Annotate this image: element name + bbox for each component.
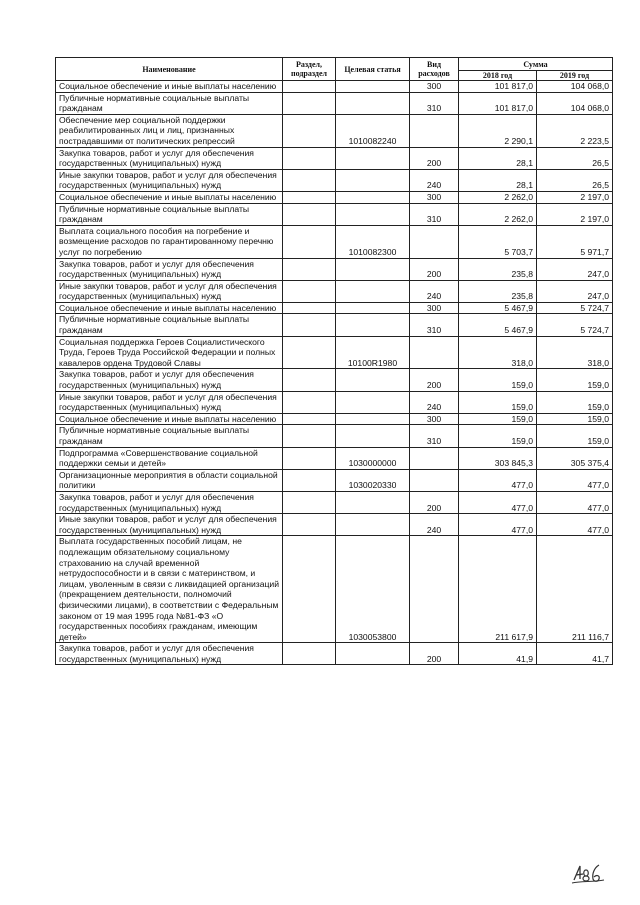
row-target: [336, 514, 410, 536]
row-name: Обеспечение мер социальной поддержки реабилитированных лиц и лиц, признанных пострадавшими от политических репрессий: [56, 114, 283, 147]
row-value-2018: 159,0: [459, 425, 537, 447]
table-row: [56, 314, 613, 336]
header-section: Раздел, подраздел: [283, 58, 336, 81]
row-expense-type: [410, 469, 459, 491]
table-row: [56, 302, 613, 314]
row-section: [283, 469, 336, 491]
table-row: [56, 169, 613, 191]
row-value-2019: 2 223,5: [537, 114, 613, 147]
row-value-2018: 2 262,0: [459, 203, 537, 225]
row-expense-type: 310: [410, 425, 459, 447]
row-value-2018: 2 262,0: [459, 191, 537, 203]
table-row: [56, 643, 613, 665]
table-row: [56, 514, 613, 536]
row-value-2018: 477,0: [459, 514, 537, 536]
row-value-2018: 101 817,0: [459, 81, 537, 93]
table-body: [56, 81, 613, 665]
row-value-2019: 305 375,4: [537, 447, 613, 469]
row-value-2018: 159,0: [459, 413, 537, 425]
row-target: [336, 302, 410, 314]
row-name: Закупка товаров, работ и услуг для обеспечения государственных (муниципальных) нужд: [56, 258, 283, 280]
row-value-2019: 318,0: [537, 336, 613, 369]
row-name: Выплата государственных пособий лицам, не подлежащим обязательному социальному страхованию на случай временной нетрудоспособности и в связи с материнством, и лицам, уволенным в связи с ликвидацией организаций (прекращением деятельности, полномочий физическими лицами), в соответствии с Федеральным законом от 19 мая 1995 года №81-ФЗ «О государственных пособиях гражданам, имеющим детей»: [56, 536, 283, 643]
page-number-handwritten: [571, 860, 605, 884]
row-section: [283, 336, 336, 369]
row-expense-type: [410, 536, 459, 643]
row-target: [336, 369, 410, 391]
row-target: [336, 92, 410, 114]
row-value-2019: 2 197,0: [537, 203, 613, 225]
row-name: Закупка товаров, работ и услуг для обеспечения государственных (муниципальных) нужд: [56, 147, 283, 169]
row-expense-type: [410, 447, 459, 469]
row-target: [336, 491, 410, 513]
budget-table: [55, 57, 613, 665]
row-value-2018: 5 467,9: [459, 302, 537, 314]
row-name: Иные закупки товаров, работ и услуг для обеспечения государственных (муниципальных) нужд: [56, 280, 283, 302]
row-target: 1010082300: [336, 225, 410, 258]
table-row: [56, 425, 613, 447]
row-value-2018: 477,0: [459, 469, 537, 491]
row-expense-type: 200: [410, 369, 459, 391]
row-section: [283, 369, 336, 391]
row-value-2019: 26,5: [537, 169, 613, 191]
row-value-2018: 477,0: [459, 491, 537, 513]
row-section: [283, 191, 336, 203]
row-value-2018: 303 845,3: [459, 447, 537, 469]
table-row: [56, 413, 613, 425]
row-value-2018: 318,0: [459, 336, 537, 369]
row-name: Иные закупки товаров, работ и услуг для обеспечения государственных (муниципальных) нужд: [56, 169, 283, 191]
table-row: [56, 114, 613, 147]
row-value-2019: 477,0: [537, 469, 613, 491]
row-value-2019: 159,0: [537, 369, 613, 391]
header-sum: Сумма: [459, 58, 613, 71]
row-value-2019: 477,0: [537, 491, 613, 513]
row-name: Закупка товаров, работ и услуг для обеспечения государственных (муниципальных) нужд: [56, 491, 283, 513]
table-row: [56, 191, 613, 203]
row-expense-type: 310: [410, 314, 459, 336]
row-expense-type: 300: [410, 413, 459, 425]
row-target: [336, 280, 410, 302]
row-value-2019: 211 116,7: [537, 536, 613, 643]
row-target: [336, 391, 410, 413]
row-value-2019: 26,5: [537, 147, 613, 169]
row-value-2019: 5 971,7: [537, 225, 613, 258]
row-value-2019: 104 068,0: [537, 92, 613, 114]
table-row: [56, 225, 613, 258]
row-target: 1030000000: [336, 447, 410, 469]
row-section: [283, 225, 336, 258]
row-expense-type: 300: [410, 81, 459, 93]
row-target: 1010082240: [336, 114, 410, 147]
row-target: [336, 191, 410, 203]
row-target: [336, 147, 410, 169]
row-expense-type: [410, 114, 459, 147]
row-section: [283, 280, 336, 302]
row-section: [283, 447, 336, 469]
row-expense-type: [410, 336, 459, 369]
row-name: Закупка товаров, работ и услуг для обеспечения государственных (муниципальных) нужд: [56, 643, 283, 665]
row-section: [283, 643, 336, 665]
table-row: [56, 491, 613, 513]
row-value-2018: 5 467,9: [459, 314, 537, 336]
row-name: Социальное обеспечение и иные выплаты населению: [56, 302, 283, 314]
row-value-2018: 101 817,0: [459, 92, 537, 114]
row-value-2019: 477,0: [537, 514, 613, 536]
row-value-2018: 235,8: [459, 258, 537, 280]
row-value-2019: 5 724,7: [537, 302, 613, 314]
row-section: [283, 391, 336, 413]
header-year-2019: 2019 год: [537, 71, 613, 81]
row-section: [283, 92, 336, 114]
row-expense-type: 240: [410, 169, 459, 191]
row-expense-type: 240: [410, 514, 459, 536]
row-name: Иные закупки товаров, работ и услуг для обеспечения государственных (муниципальных) нужд: [56, 391, 283, 413]
table-row: [56, 336, 613, 369]
row-expense-type: 200: [410, 258, 459, 280]
row-name: Иные закупки товаров, работ и услуг для обеспечения государственных (муниципальных) нужд: [56, 514, 283, 536]
table-row: [56, 536, 613, 643]
row-expense-type: 200: [410, 643, 459, 665]
row-section: [283, 314, 336, 336]
row-name: Организационные мероприятия в области социальной политики: [56, 469, 283, 491]
row-value-2018: 211 617,9: [459, 536, 537, 643]
row-target: [336, 314, 410, 336]
row-target: [336, 81, 410, 93]
row-value-2018: 28,1: [459, 169, 537, 191]
row-name: Закупка товаров, работ и услуг для обеспечения государственных (муниципальных) нужд: [56, 369, 283, 391]
row-value-2019: 247,0: [537, 258, 613, 280]
header-year-2018: 2018 год: [459, 71, 537, 81]
row-target: [336, 413, 410, 425]
table-row: [56, 147, 613, 169]
table-row: [56, 81, 613, 93]
row-section: [283, 536, 336, 643]
row-value-2018: 28,1: [459, 147, 537, 169]
row-name: Публичные нормативные социальные выплаты гражданам: [56, 92, 283, 114]
row-expense-type: 300: [410, 191, 459, 203]
row-section: [283, 258, 336, 280]
row-section: [283, 81, 336, 93]
row-value-2019: 159,0: [537, 413, 613, 425]
row-name: Подпрограмма «Совершенствование социальной поддержки семьи и детей»: [56, 447, 283, 469]
table-row: [56, 369, 613, 391]
row-name: Социальное обеспечение и иные выплаты населению: [56, 81, 283, 93]
row-value-2018: 2 290,1: [459, 114, 537, 147]
row-name: Публичные нормативные социальные выплаты гражданам: [56, 314, 283, 336]
row-expense-type: 240: [410, 391, 459, 413]
row-value-2019: 159,0: [537, 425, 613, 447]
table-row: [56, 203, 613, 225]
table-row: [56, 391, 613, 413]
row-value-2018: 159,0: [459, 391, 537, 413]
table-header: [56, 58, 613, 81]
row-section: [283, 413, 336, 425]
row-value-2018: 235,8: [459, 280, 537, 302]
row-target: [336, 643, 410, 665]
row-value-2018: 5 703,7: [459, 225, 537, 258]
row-value-2018: 159,0: [459, 369, 537, 391]
row-target: [336, 425, 410, 447]
row-expense-type: 240: [410, 280, 459, 302]
row-target: 1030053800: [336, 536, 410, 643]
row-expense-type: 310: [410, 92, 459, 114]
row-section: [283, 114, 336, 147]
row-target: 1030020330: [336, 469, 410, 491]
row-section: [283, 302, 336, 314]
row-value-2019: 5 724,7: [537, 314, 613, 336]
row-name: Публичные нормативные социальные выплаты гражданам: [56, 203, 283, 225]
row-target: [336, 169, 410, 191]
row-value-2018: 41,9: [459, 643, 537, 665]
row-target: [336, 258, 410, 280]
row-value-2019: 2 197,0: [537, 191, 613, 203]
table-row: [56, 280, 613, 302]
row-value-2019: 41,7: [537, 643, 613, 665]
table-row: [56, 258, 613, 280]
header-expense-type: Вид расходов: [410, 58, 459, 81]
table-row: [56, 447, 613, 469]
table-row: [56, 469, 613, 491]
row-name: Социальная поддержка Героев Социалистического Труда, Героев Труда Российской Федерации и полных кавалеров ордена Трудовой Славы: [56, 336, 283, 369]
table-row: [56, 92, 613, 114]
row-section: [283, 425, 336, 447]
row-value-2019: 104 068,0: [537, 81, 613, 93]
row-value-2019: 247,0: [537, 280, 613, 302]
row-value-2019: 159,0: [537, 391, 613, 413]
row-expense-type: 300: [410, 302, 459, 314]
row-section: [283, 169, 336, 191]
row-expense-type: [410, 225, 459, 258]
row-section: [283, 491, 336, 513]
row-name: Выплата социального пособия на погребение и возмещение расходов по гарантированному перечню услуг по погребению: [56, 225, 283, 258]
header-target: Целевая статья: [336, 58, 410, 81]
row-section: [283, 514, 336, 536]
row-expense-type: 200: [410, 147, 459, 169]
row-section: [283, 203, 336, 225]
row-target: 10100R1980: [336, 336, 410, 369]
row-expense-type: 310: [410, 203, 459, 225]
row-target: [336, 203, 410, 225]
row-expense-type: 200: [410, 491, 459, 513]
row-name: Социальное обеспечение и иные выплаты населению: [56, 413, 283, 425]
row-section: [283, 147, 336, 169]
header-name: Наименование: [56, 58, 283, 81]
row-name: Публичные нормативные социальные выплаты гражданам: [56, 425, 283, 447]
row-name: Социальное обеспечение и иные выплаты населению: [56, 191, 283, 203]
